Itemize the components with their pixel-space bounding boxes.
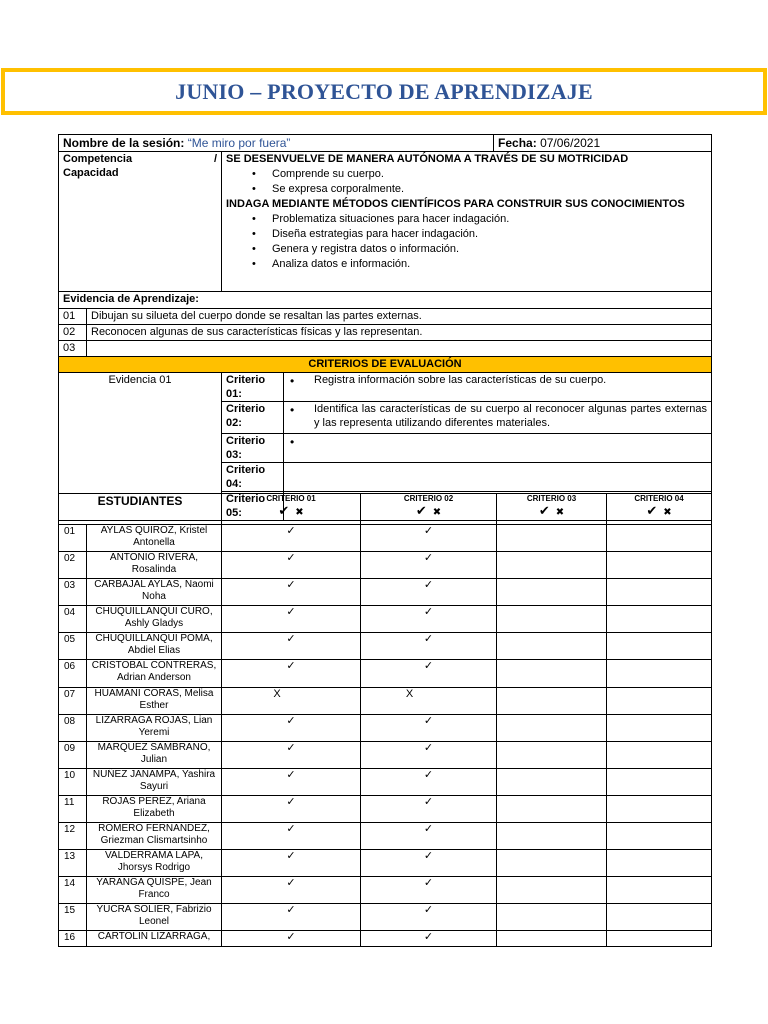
capacidad-label: Capacidad xyxy=(63,167,119,179)
competencia-heading-2: INDAGA MEDIANTE MÉTODOS CIENTÍFICOS PARA CONSTRUIR SUS CONOCIMIENTOS xyxy=(226,198,685,210)
student-number: 04 xyxy=(59,606,87,633)
student-name: CHUQUILLANQUI POMA, Abdiel Elias xyxy=(87,633,222,660)
criterio-03-mark xyxy=(497,768,607,795)
criterios-heading-row xyxy=(59,357,712,373)
student-name: MARQUEZ SAMBRANO, Julian xyxy=(87,741,222,768)
criterio-02-mark: ✓ xyxy=(361,904,497,931)
criterio-04-mark xyxy=(607,579,712,606)
table-row xyxy=(59,795,712,822)
criterio-text: • Identifica las características de su cuerpo al reconocer algunas partes externas y las representa utilizando diferentes materiales. xyxy=(284,402,712,434)
criterio-text xyxy=(284,434,712,463)
competencia-content-cell xyxy=(222,152,712,292)
table-row xyxy=(59,877,712,904)
student-name: CARTOLIN LIZARRAGA, xyxy=(87,931,222,947)
criterio-01-mark: X xyxy=(222,687,361,714)
criterio-label: Criterio 04: xyxy=(222,463,284,492)
criterio-02-mark: ✓ xyxy=(361,633,497,660)
table-row xyxy=(59,606,712,633)
criterio-03-mark xyxy=(497,823,607,850)
criterio-header: CRITERIO 04 ✔ ✖ xyxy=(607,494,712,525)
criterio-04-mark xyxy=(607,714,712,741)
session-date-cell xyxy=(494,135,712,152)
criterio-01-mark: ✓ xyxy=(222,660,361,687)
session-name-value: “Me miro por fuera” xyxy=(187,136,291,150)
criterio-label: Criterio 02: xyxy=(222,402,284,434)
table-row xyxy=(59,823,712,850)
check-icon: ✔ xyxy=(278,503,290,518)
student-number: 16 xyxy=(59,931,87,947)
criterio-row xyxy=(59,373,712,402)
criterios-heading: CRITERIOS DE EVALUACIÓN xyxy=(59,357,712,373)
criterio-01-mark: ✓ xyxy=(222,850,361,877)
student-number: 02 xyxy=(59,552,87,579)
criterio-label: Criterio 03: xyxy=(222,434,284,463)
table-row xyxy=(59,633,712,660)
cross-icon: ✖ xyxy=(295,507,304,518)
criterio-04-mark xyxy=(607,877,712,904)
table-row xyxy=(59,741,712,768)
criterio-01-mark: ✓ xyxy=(222,606,361,633)
student-name: YARANGA QUISPE, Jean Franco xyxy=(87,877,222,904)
capacidad-item: • Genera y registra datos o información. xyxy=(226,242,707,257)
criterio-header: CRITERIO 03 ✔ ✖ xyxy=(497,494,607,525)
capacidad-item: • Analiza datos e información. xyxy=(226,257,707,272)
competencia-label: Competencia xyxy=(63,153,133,165)
criterio-02-mark: ✓ xyxy=(361,525,497,552)
criterio-04-mark xyxy=(607,768,712,795)
criterio-01-mark: ✓ xyxy=(222,633,361,660)
student-name: ROMERO FERNANDEZ, Griezman Clismartsinho xyxy=(87,823,222,850)
criterio-01-mark: ✓ xyxy=(222,741,361,768)
criterio-03-mark xyxy=(497,795,607,822)
student-name: CHUQUILLANQUI CURO, Ashly Gladys xyxy=(87,606,222,633)
criterio-04-mark xyxy=(607,633,712,660)
student-name: ANTONIO RIVERA, Rosalinda xyxy=(87,552,222,579)
criterio-02-mark: ✓ xyxy=(361,768,497,795)
student-number: 06 xyxy=(59,660,87,687)
criterio-04-mark xyxy=(607,606,712,633)
criterio-04-mark xyxy=(607,552,712,579)
student-name: YUCRA SOLIER, Fabrizio Leonel xyxy=(87,904,222,931)
criterio-04-mark xyxy=(607,823,712,850)
criterio-01-mark: ✓ xyxy=(222,714,361,741)
evidencia-text xyxy=(87,341,712,357)
criterio-02-mark: ✓ xyxy=(361,877,497,904)
check-icon: ✔ xyxy=(538,503,550,518)
evidencia-row xyxy=(59,325,712,341)
student-name: CRISTOBAL CONTRERAS, Adrian Anderson xyxy=(87,660,222,687)
criterio-04-mark xyxy=(607,931,712,947)
criterio-01-mark: ✓ xyxy=(222,904,361,931)
table-row xyxy=(59,525,712,552)
evidence-01-label: Evidencia 01 xyxy=(59,373,222,521)
capacidad-list-2 xyxy=(226,212,707,272)
evidencia-row xyxy=(59,309,712,325)
evidencia-text: Dibujan su silueta del cuerpo donde se resaltan las partes externas. xyxy=(87,309,712,325)
criterio-01-mark: ✓ xyxy=(222,579,361,606)
student-number: 03 xyxy=(59,579,87,606)
criterio-02-mark: X xyxy=(361,687,497,714)
student-name: HUAMANI CORAS, Melisa Esther xyxy=(87,687,222,714)
page-title: JUNIO – PROYECTO DE APRENDIZAJE xyxy=(175,78,593,104)
criterio-01-mark: ✓ xyxy=(222,795,361,822)
criterio-03-mark xyxy=(497,714,607,741)
criterio-03-mark xyxy=(497,525,607,552)
title-banner xyxy=(1,68,767,115)
evidencia-heading-row xyxy=(59,292,712,309)
student-name: ROJAS PEREZ, Ariana Elizabeth xyxy=(87,795,222,822)
criterio-03-mark xyxy=(497,606,607,633)
capacidad-item: • Diseña estrategias para hacer indagación. xyxy=(226,227,707,242)
evidencia-heading: Evidencia de Aprendizaje: xyxy=(59,292,712,309)
student-rows xyxy=(59,525,712,947)
student-number: 09 xyxy=(59,741,87,768)
evidencia-num: 01 xyxy=(59,309,87,325)
student-number: 10 xyxy=(59,768,87,795)
student-number: 01 xyxy=(59,525,87,552)
table-row xyxy=(59,714,712,741)
student-number: 11 xyxy=(59,795,87,822)
evidencia-text: Reconocen algunas de sus características físicas y las representan. xyxy=(87,325,712,341)
criterio-03-mark xyxy=(497,877,607,904)
cross-icon: ✖ xyxy=(663,507,672,518)
session-date-label: Fecha: xyxy=(498,136,537,150)
student-name: LIZARRAGA ROJAS, Lian Yeremi xyxy=(87,714,222,741)
criterio-04-mark xyxy=(607,660,712,687)
student-number: 07 xyxy=(59,687,87,714)
criterio-text: • Registra información sobre las características de su cuerpo. xyxy=(284,373,712,402)
student-number: 15 xyxy=(59,904,87,931)
student-name: AYLAS QUIROZ, Kristel Antonella xyxy=(87,525,222,552)
capacidad-item: • Comprende su cuerpo. xyxy=(226,167,707,182)
criterio-04-mark xyxy=(607,850,712,877)
criterio-02-mark: ✓ xyxy=(361,660,497,687)
table-row xyxy=(59,904,712,931)
criterio-03-mark xyxy=(497,633,607,660)
session-date-value: 07/06/2021 xyxy=(540,136,601,150)
table-row xyxy=(59,850,712,877)
table-row xyxy=(59,768,712,795)
criterio-02-mark: ✓ xyxy=(361,741,497,768)
table-row xyxy=(59,687,712,714)
student-number: 12 xyxy=(59,823,87,850)
table-row xyxy=(59,660,712,687)
criterio-03-mark xyxy=(497,904,607,931)
criterio-label: Criterio 01: xyxy=(222,373,284,402)
criterio-04-mark xyxy=(607,741,712,768)
criterio-04-mark xyxy=(607,687,712,714)
competencia-heading-1: SE DESENVUELVE DE MANERA AUTÓNOMA A TRAVÉS DE SU MOTRICIDAD xyxy=(226,153,629,165)
criterio-03-mark xyxy=(497,660,607,687)
evidencia-num: 03 xyxy=(59,341,87,357)
session-row xyxy=(59,135,712,152)
criterio-01-mark: ✓ xyxy=(222,877,361,904)
criterio-03-mark xyxy=(497,931,607,947)
criterio-01-mark: ✓ xyxy=(222,931,361,947)
student-number: 14 xyxy=(59,877,87,904)
student-number: 13 xyxy=(59,850,87,877)
session-name-label: Nombre de la sesión: xyxy=(63,136,185,150)
criterio-03-mark xyxy=(497,741,607,768)
evidencia-num: 02 xyxy=(59,325,87,341)
criterio-03-mark xyxy=(497,687,607,714)
criterio-04-mark xyxy=(607,795,712,822)
table-row xyxy=(59,552,712,579)
criterio-01-mark: ✓ xyxy=(222,552,361,579)
competencia-label-cell xyxy=(59,152,222,292)
criterio-01-mark: ✓ xyxy=(222,525,361,552)
student-number: 08 xyxy=(59,714,87,741)
criterio-01-mark: ✓ xyxy=(222,823,361,850)
check-icon: ✔ xyxy=(415,503,427,518)
criterio-04-mark xyxy=(607,525,712,552)
capacidad-item: • Problematiza situaciones para hacer indagación. xyxy=(226,212,707,227)
student-number: 05 xyxy=(59,633,87,660)
student-name: CARBAJAL AYLAS, Naomi Noha xyxy=(87,579,222,606)
criterio-02-mark: ✓ xyxy=(361,714,497,741)
criterio-03-mark xyxy=(497,850,607,877)
criterio-01-mark: ✓ xyxy=(222,768,361,795)
criterio-02-mark: ✓ xyxy=(361,823,497,850)
criterio-03-mark xyxy=(497,552,607,579)
criterio-header: CRITERIO 01 ✔ ✖ xyxy=(222,494,361,525)
student-name: VALDERRAMA LAPA, Jhorsys Rodrigo xyxy=(87,850,222,877)
cross-icon: ✖ xyxy=(555,507,565,518)
title-banner-inner xyxy=(5,72,763,111)
capacidad-item: • Se expresa corporalmente. xyxy=(226,182,707,197)
criterio-02-mark: ✓ xyxy=(361,579,497,606)
table-row xyxy=(59,931,712,947)
competencia-slash: / xyxy=(213,153,217,165)
criterio-header: CRITERIO 02 ✔ ✖ xyxy=(361,494,497,525)
evaluation-table xyxy=(58,493,712,947)
students-header: ESTUDIANTES xyxy=(59,494,222,525)
criterio-02-mark: ✓ xyxy=(361,795,497,822)
evidencia-row xyxy=(59,341,712,357)
session-name-cell xyxy=(59,135,494,152)
criterio-02-mark: ✓ xyxy=(361,850,497,877)
criterio-02-mark: ✓ xyxy=(361,552,497,579)
criterio-text xyxy=(284,463,712,492)
session-info-table xyxy=(58,134,712,521)
criterio-02-mark: ✓ xyxy=(361,931,497,947)
evaluation-header-row xyxy=(59,494,712,525)
table-row xyxy=(59,579,712,606)
competencia-row xyxy=(59,152,712,292)
capacidad-list-1 xyxy=(226,167,707,197)
criterio-label: Criterio 05: xyxy=(222,492,284,521)
check-icon: ✔ xyxy=(646,503,658,518)
cross-icon: ✖ xyxy=(432,507,442,518)
criterio-03-mark xyxy=(497,579,607,606)
student-name: NUÑEZ JANAMPA, Yashira Sayuri xyxy=(87,768,222,795)
criterio-04-mark xyxy=(607,904,712,931)
criterio-02-mark: ✓ xyxy=(361,606,497,633)
